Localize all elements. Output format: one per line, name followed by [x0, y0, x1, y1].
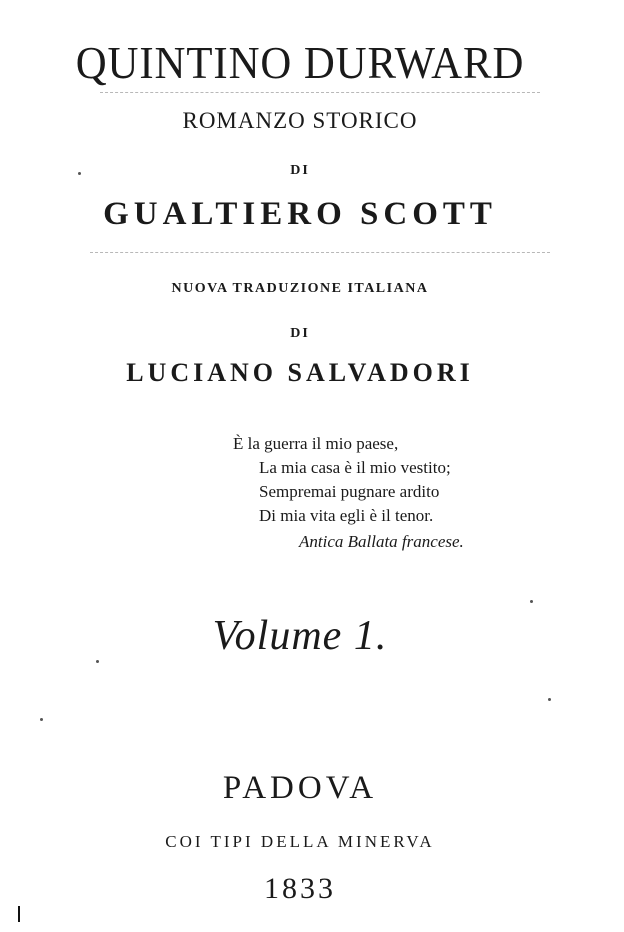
title-underline-rule: [100, 92, 540, 93]
by-label-author: DI: [290, 163, 310, 178]
book-title: QUINTINO DURWARD: [75, 37, 525, 88]
by-label-translator: DI: [290, 326, 310, 341]
author-name: GUALTIERO SCOTT: [103, 196, 497, 232]
ink-speck: [96, 660, 99, 663]
printer-imprint: COI TIPI DELLA MINERVA: [165, 832, 435, 851]
ink-speck: [78, 172, 81, 175]
epigraph-line: Di mia vita egli è il tenor.: [259, 506, 434, 525]
ink-speck: [548, 698, 551, 701]
translator-name: LUCIANO SALVADORI: [126, 358, 474, 387]
translation-note: NUOVA TRADUZIONE ITALIANA: [171, 281, 429, 296]
epigraph-line: La mia casa è il mio vestito;: [259, 458, 451, 477]
ink-speck: [530, 600, 533, 603]
page-edge-mark: [18, 906, 20, 922]
epigraph-line: Sempremai pugnare ardito: [259, 482, 440, 501]
book-subtitle: ROMANZO STORICO: [182, 108, 418, 133]
epigraph-attribution: Antica Ballata francese.: [299, 532, 464, 551]
author-underline-rule: [90, 252, 550, 253]
volume-number: Volume 1.: [212, 613, 388, 659]
publication-year: 1833: [264, 872, 336, 905]
epigraph: [233, 432, 464, 554]
publication-city: PADOVA: [222, 770, 378, 806]
epigraph-line: È la guerra il mio paese,: [233, 434, 399, 453]
ink-speck: [40, 718, 43, 721]
